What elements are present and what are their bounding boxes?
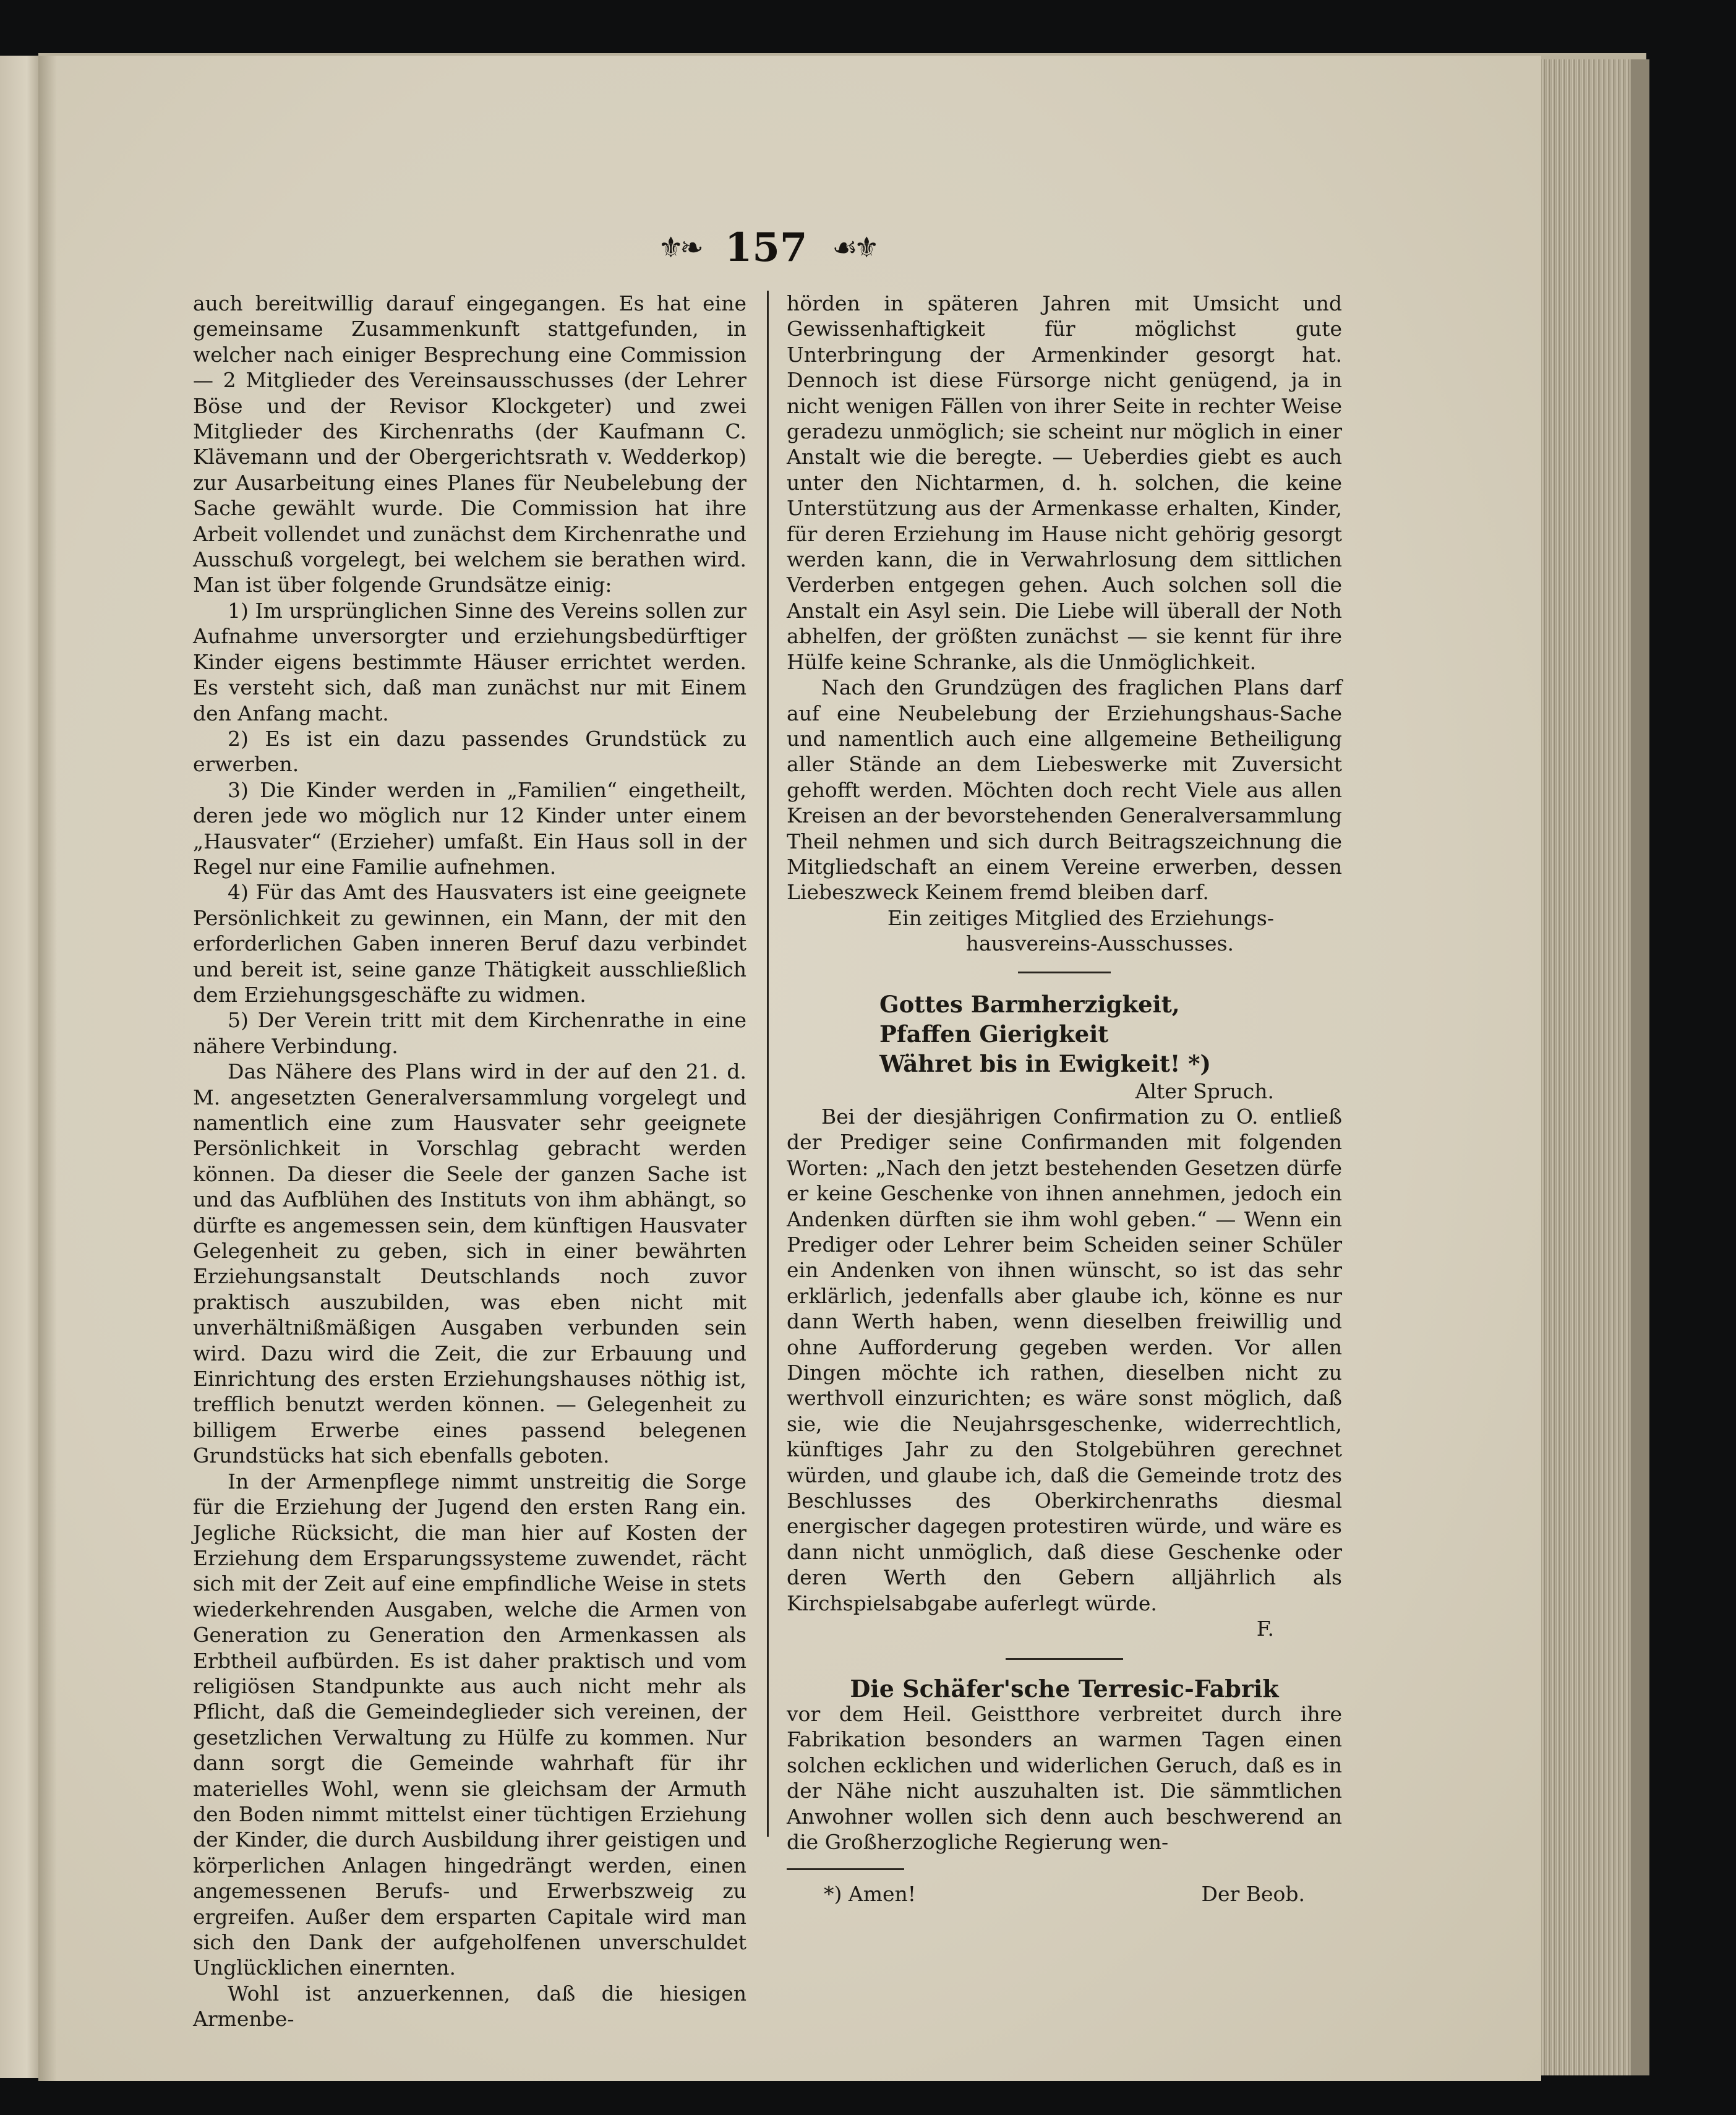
paragraph: 1) Im ursprünglichen Sinne des Vereins sollen zur Aufnahme unversorgter und erziehungsbedürftiger Kinder eigens bestimmte Häuser errichtet werden. Es versteht sich, daß man zunächst nur mit Einem den Anfang macht.: [193, 598, 746, 725]
page-gutter-shadow: [38, 56, 57, 2081]
article-heading: Gottes Barmherzigkeit,: [879, 990, 1180, 1018]
signature: hausvereins-Ausschusses.: [965, 931, 1234, 956]
paragraph: Wohl ist anzuerkennen, daß die hiesigen Armenbe-: [193, 1981, 746, 2032]
footnote-text: *) Amen!: [824, 1882, 917, 1907]
paragraph: hörden in späteren Jahren mit Umsicht und Gewissenhaftigkeit für möglichst gute Unterbringung der Armenkinder gesorgt hat. Dennoch ist diese Fürsorge nicht genügend, ja in nicht wenigen Fällen von ihrer Seite in rechter Weise geradezu unmöglich; sie scheint nur möglich in einer Anstalt wie die beregte. — Ueberdies giebt es auch unter den Nichtarmen, d. h. solchen, die keine Unterstützung aus der Armenkasse erhalten, Kinder, für deren Erziehung im Hause nicht gehörig gesorgt werden kann, die in Verwahrlosung dem sittlichen Verderben entgegen gehen. Auch solchen soll die Anstalt ein Asyl sein. Die Liebe will überall der Noth abhelfen, der größten zunächst — sie kennt für ihre Hülfe keine Schranke, als die Unmöglichkeit.: [787, 291, 1342, 674]
footnote-source: Der Beob.: [1201, 1882, 1305, 1907]
adjacent-page-edge: [0, 56, 38, 2078]
paragraph: 2) Es ist ein dazu passendes Grundstück zu erwerben.: [193, 726, 746, 777]
page-header: [625, 223, 909, 272]
paragraph: 4) Für das Amt des Hausvaters ist eine geeignete Persönlichkeit zu gewinnen, ein Mann, der mit den erforderlichen Gaben inneren Beruf dazu verbindet und bereit ist, seine ganze Thätigkeit ausschließlich dem Erziehungsgeschäfte zu widmen.: [193, 880, 746, 1007]
article-heading: Pfaffen Gierigkeit: [879, 1020, 1109, 1048]
page-number: 157: [724, 224, 808, 271]
article-heading: Die Schäfer'sche Terresic-Fabrik: [850, 1674, 1279, 1703]
ornament-left-icon: ⚜❧: [658, 231, 700, 264]
signature: Ein zeitiges Mitglied des Erziehungs-: [887, 905, 1274, 930]
right-column: [787, 291, 1342, 1907]
section-divider: [1006, 1658, 1123, 1660]
paragraph: Nach den Grundzügen des fraglichen Plans darf auf eine Neubelebung der Erziehungshaus-Sache und namentlich auch eine allgemeine Betheiligung aller Stände an dem Liebeswerke mit Zuversicht gehofft werden. Möchten doch recht Viele aus allen Kreisen an der bevorstehenden Generalversammlung Theil nehmen und sich durch Beitragszeichnung die Mitgliedschaft an einem Vereine erwerben, dessen Liebeszweck Keinem fremd bleiben darf.: [787, 675, 1342, 905]
paragraph: In der Armenpflege nimmt unstreitig die Sorge für die Erziehung der Jugend den ersten Rang ein. Jegliche Rücksicht, die man hier auf Kosten der Erziehung dem Ersparungssysteme zuwendet, rächt sich mit der Zeit auf eine empfindliche Weise in stets wiederkehrenden Ausgaben, welche die Armen von Generation zu Generation den Armenkassen als Erbtheil aufbürden. Es ist daher praktisch und vom religiösen Standpunkte aus auch nicht mehr als Pflicht, daß die Gemeindeglieder sich vereinen, der gesetzlichen Verwaltung zu Hülfe zu kommen. Nur dann sorgt die Gemeinde wahrhaft für ihr materielles Wohl, wenn sie gleichsam der Armuth den Boden nimmt mittelst einer tüchtigen Erziehung der Kinder, die durch Ausbildung ihrer geistigen und körperlichen Anlagen hingedrängt werden, einen angemessenen Berufs- und Erwerbszweig zu ergreifen. Außer dem ersparten Capitale wird man sich den Dank der aufgeholfenen unverschuldet Unglücklichen einernten.: [193, 1469, 746, 1980]
paragraph: auch bereitwillig darauf eingegangen. Es hat eine gemeinsame Zusammenkunft stattgefunden, in welcher nach einiger Besprechung eine Commission — 2 Mitglieder des Vereinsausschusses (der Lehrer Böse und der Revisor Klockgeter) und zwei Mitglieder des Kirchenraths (der Kaufmann C. Klävemann und der Obergerichtsrath v. Wedderkop) zur Ausarbeitung eines Planes für Neubelebung der Sache gewählt wurde. Die Commission hat ihre Arbeit vollendet und zunächst dem Kirchenrathe und Ausschuß vorgelegt, bei welchem sie berathen wird. Man ist über folgende Grundsätze einig:: [193, 291, 746, 597]
article-heading: Währet bis in Ewigkeit! *): [879, 1049, 1211, 1077]
ornament-right-icon: ☙⚜: [832, 231, 876, 264]
left-column: [193, 291, 746, 2032]
footnote: [787, 1881, 1342, 1907]
paragraph: 5) Der Verein tritt mit dem Kirchenrathe in eine nähere Verbindung.: [193, 1008, 746, 1058]
paragraph: Das Nähere des Plans wird in der auf den 21. d. M. angesetzten Generalversammlung vorgelegt und namentlich eine zum Hausvater sehr geeignete Persönlichkeit in Vorschlag gebracht werden können. Da dieser die Seele der ganzen Sache ist und das Aufblühen des Instituts von ihm abhängt, so dürfte es angemessen sein, dem künftigen Hausvater Gelegenheit zu geben, sich in einer bewährten Erziehungsanstalt Deutschlands noch zuvor praktisch auszubilden, was eben nicht mit unverhältnißmäßigen Ausgaben verbunden sein wird. Dazu wird die Zeit, die zur Erbauung und Einrichtung des ersten Erziehungshauses nöthig ist, trefflich benutzt werden können. — Gelegenheit zu billigem Erwerbe eines passend belegenen Grundstücks hat sich ebenfalls geboten.: [193, 1059, 746, 1468]
section-divider: [1018, 972, 1111, 973]
author-initial: F.: [1256, 1617, 1274, 1641]
attribution: Alter Spruch.: [1135, 1079, 1274, 1103]
footnote-rule: [787, 1868, 904, 1870]
paragraph: Bei der diesjährigen Confirmation zu O. entließ der Prediger seine Confirmanden mit folgenden Worten: „Nach den jetzt bestehenden Gesetzen dürfe er keine Geschenke von ihnen annehmen, jedoch ein Andenken dürften sie ihm wohl geben.“ — Wenn ein Prediger oder Lehrer beim Scheiden seiner Schüler ein Andenken von ihnen wünscht, so ist das sehr erklärlich, jedenfalls aber glaube ich, könne es nur dann Werth haben, wenn dieselben freiwillig und ohne Aufforderung gegeben werden. Vor allen Dingen möchte ich rathen, dieselben nicht zu werthvoll einzurichten; es wäre sonst möglich, daß sie, wie die Neujahrsgeschenke, widerrechtlich, künftiges Jahr zu den Stolgebühren gerechnet würden, und glaube ich, daß die Gemeinde trotz des Beschlusses des Oberkirchenraths diesmal energischer dagegen protestiren würde, und wäre es dann nicht unmöglich, daß diese Geschenke oder deren Werth den Gebern alljährlich als Kirchspielsabgabe auferlegt würde.: [787, 1104, 1342, 1615]
paragraph: 3) Die Kinder werden in „Familien“ eingetheilt, deren jede wo möglich nur 12 Kinder unter einem „Hausvater“ (Erzieher) umfaßt. Ein Haus soll in der Regel nur eine Familie aufnehmen.: [193, 777, 746, 879]
paragraph: vor dem Heil. Geistthore verbreitet durch ihre Fabrikation besonders an warmen Tagen einen solchen ecklichen und widerlichen Geruch, daß es in der Nähe nicht auszuhalten ist. Die sämmtlichen Anwohner wollen sich denn auch beschwerend an die Großherzogliche Regierung wen-: [787, 1701, 1342, 1854]
book-fore-edge: [1541, 59, 1649, 2075]
column-divider: [767, 291, 769, 1837]
